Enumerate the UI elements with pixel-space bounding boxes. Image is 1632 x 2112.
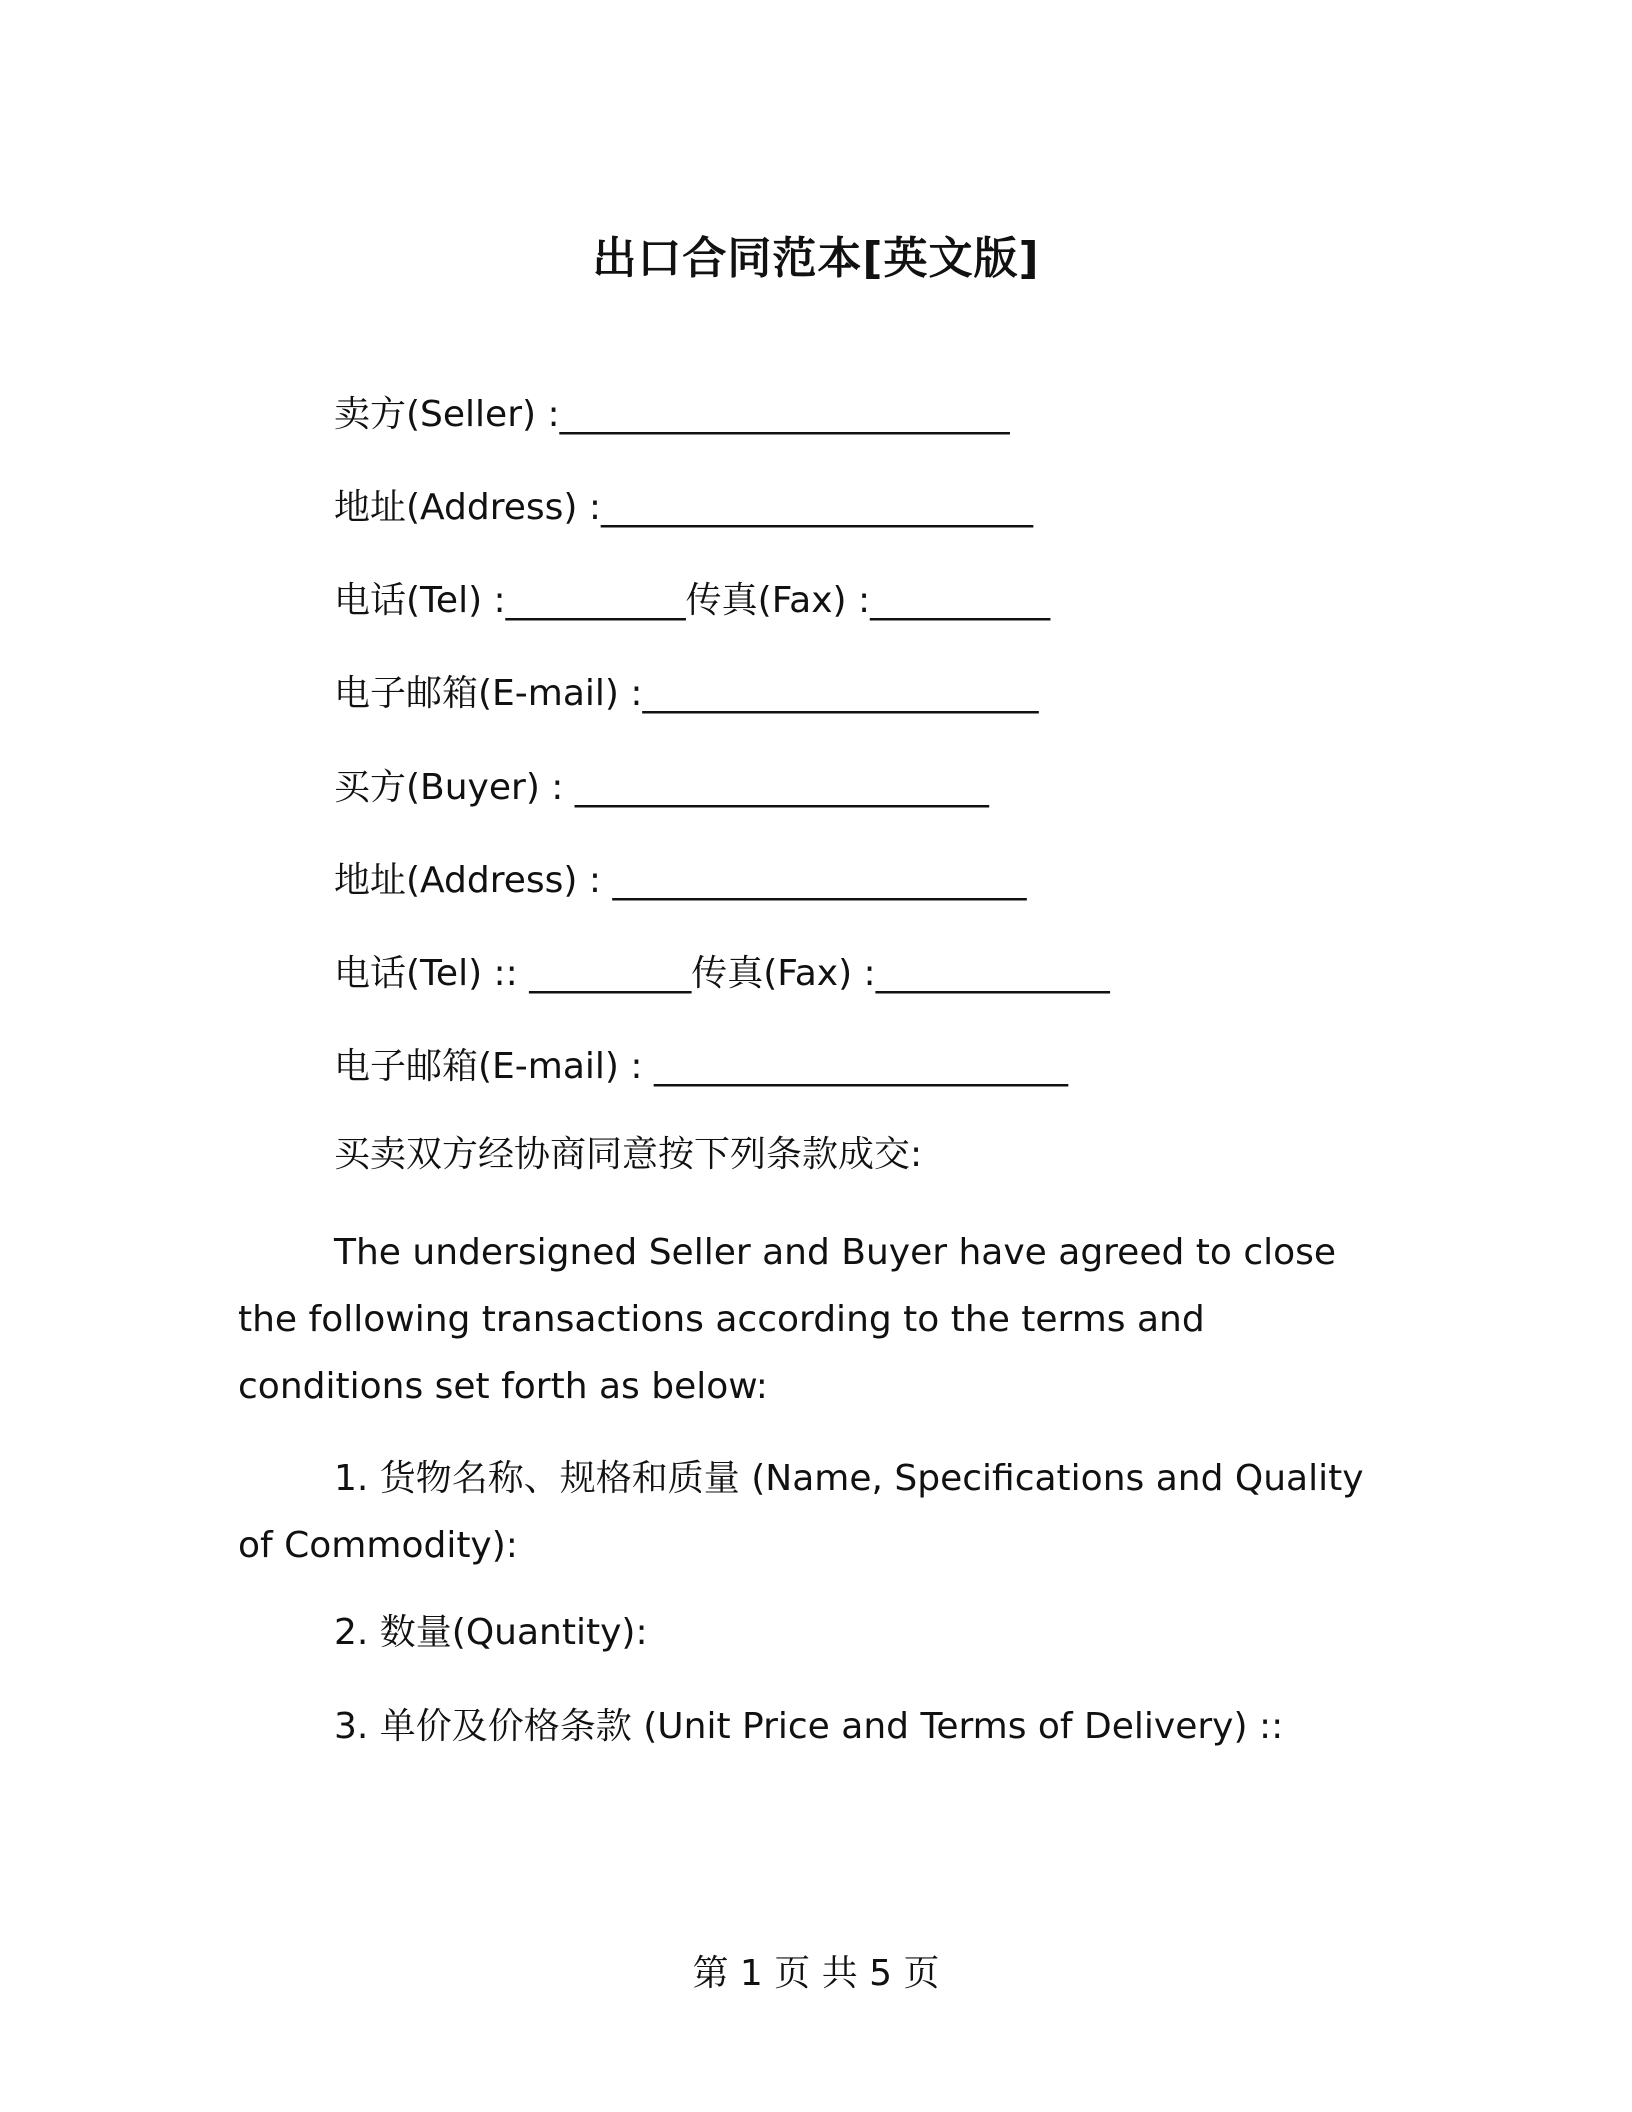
seller-name-line: 卖方(Seller) :_________________________ <box>334 394 1010 435</box>
clause-3: 3. 单价及价格条款 (Unit Price and Terms of Delivery) :: <box>334 1706 1284 1747</box>
buyer-address-line: 地址(Address) : _______________________ <box>334 860 1027 901</box>
seller-email-line: 电子邮箱(E-mail) :______________________ <box>334 673 1039 714</box>
seller-address-line: 地址(Address) :________________________ <box>334 487 1034 528</box>
agreement-chinese: 买卖双方经协商同意按下列条款成交: <box>334 1134 923 1175</box>
clause-1: 1. 货物名称、规格和质量 (Name, Specifications and Quality of Commodity): <box>238 1458 1364 1566</box>
buyer-email-line: 电子邮箱(E-mail) : _______________________ <box>334 1046 1068 1087</box>
buyer-name-line: 买方(Buyer) : _______________________ <box>334 767 989 808</box>
page-indicator: 第 1 页 共 5 页 <box>692 1953 940 1994</box>
clause-2: 2. 数量(Quantity): <box>334 1612 648 1653</box>
seller-tel-fax-line: 电话(Tel) :__________传真(Fax) :__________ <box>334 580 1051 621</box>
document-title: 出口合同范本[英文版] <box>592 233 1040 284</box>
agreement-english: The undersigned Seller and Buyer have agreed to close the following transactions according to the terms and conditions set forth as below: <box>238 1232 1337 1407</box>
buyer-tel-fax-line: 电话(Tel) :: _________传真(Fax) :_____________ <box>334 953 1110 994</box>
